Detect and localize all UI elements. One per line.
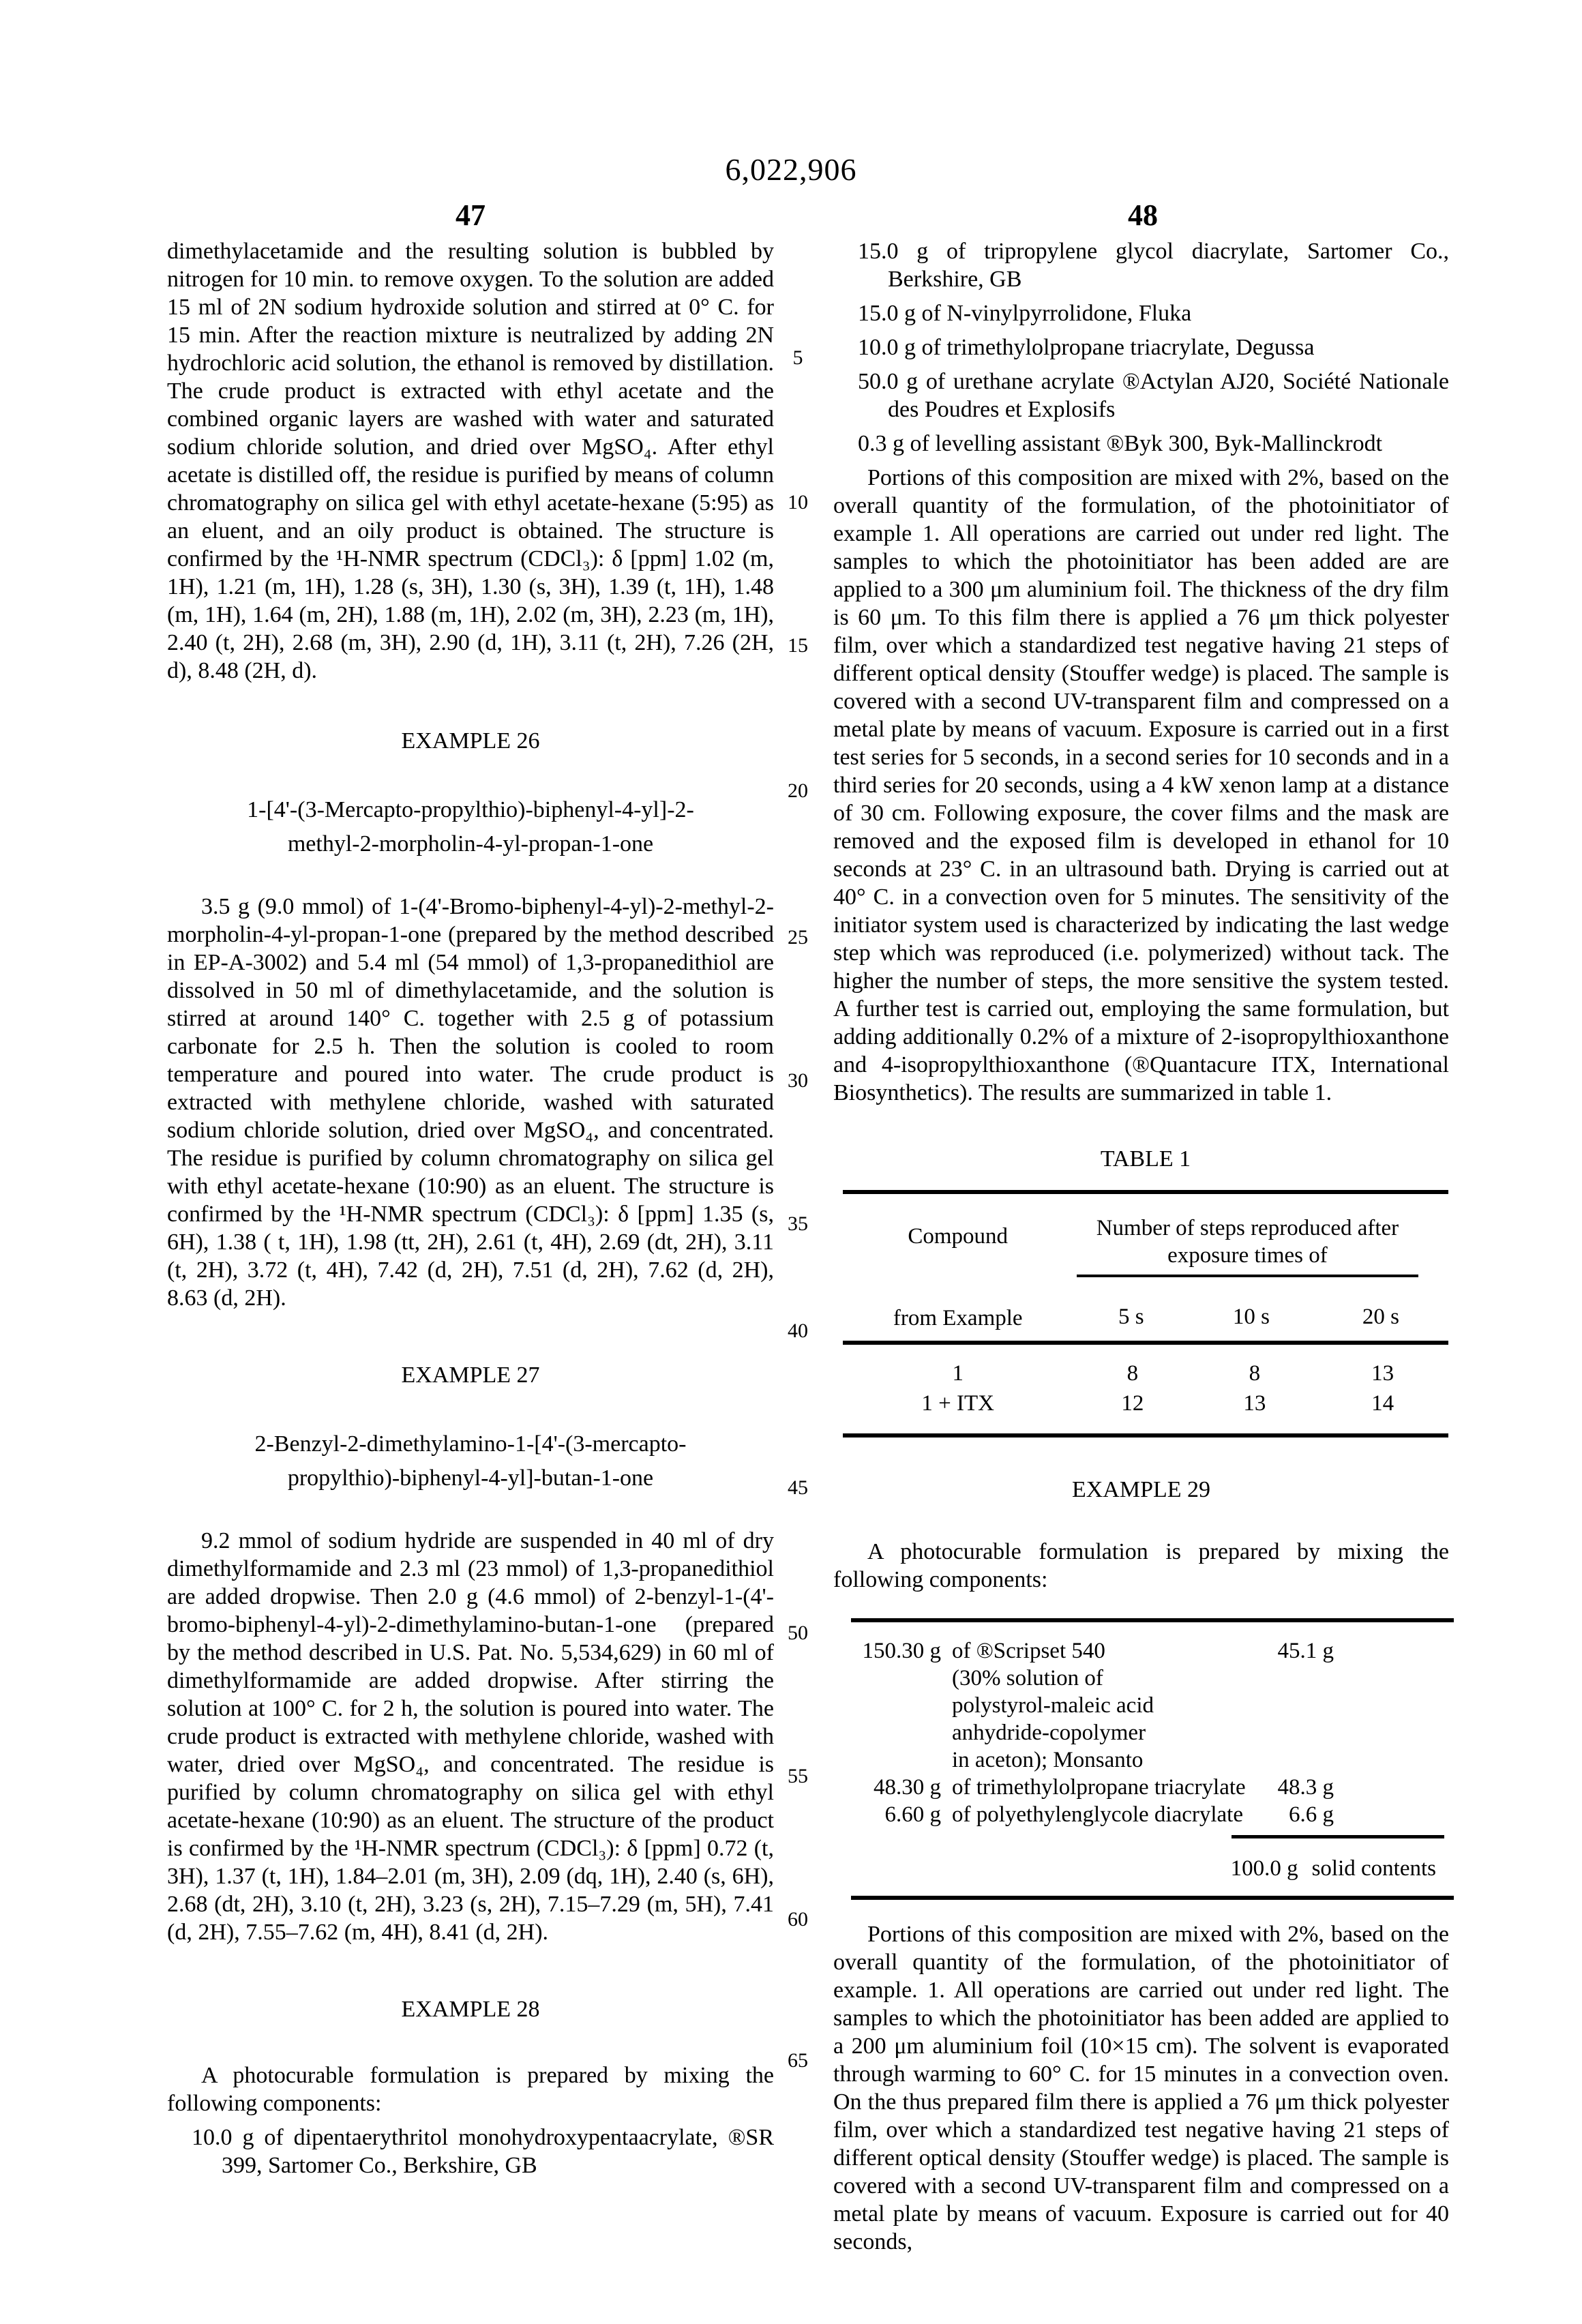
- formulation-description: of ®Scripset 540 (30% solution of polystyrol-maleic acid anhydride-copolymer in aceton); Monsanto: [952, 1639, 1154, 1772]
- table-1-title: TABLE 1: [1100, 1146, 1191, 1172]
- table-rule: [843, 1433, 1448, 1437]
- example-27-title-line1: 2-Benzyl-2-dimethylamino-1-[4'-(3-mercapto-: [254, 1431, 687, 1457]
- table-1-cell: 13: [1371, 1361, 1394, 1386]
- column-47: [167, 237, 774, 2179]
- table-1-cell: 14: [1371, 1391, 1394, 1416]
- component-amount: 15.0 g: [858, 239, 929, 264]
- line-number: 20: [788, 779, 808, 802]
- component-amount: 0.3 g: [858, 431, 904, 456]
- formulation-solid-amount: 45.1 g: [1277, 1639, 1334, 1663]
- example-26-title-line1: 1-[4'-(3-Mercapto-propylthio)-biphenyl-4-yl]-2-: [247, 797, 694, 822]
- example-26-heading: EXAMPLE 26: [401, 728, 540, 754]
- formulation-description: of polyethylenglycole diacrylate: [952, 1802, 1244, 1827]
- component-amount: 10.0 g: [858, 335, 916, 360]
- component-text: of urethane acrylate ®Actylan AJ20, Société Nationale des Poudres et Explosifs: [888, 369, 1450, 422]
- example-27-title: [167, 1427, 774, 1495]
- table-1-group-header: Number of steps reproduced after exposure times of: [1077, 1215, 1418, 1277]
- table-1-cell: 12: [1121, 1391, 1144, 1416]
- line-number: 55: [788, 1765, 808, 1787]
- example-27-body: 9.2 mmol of sodium hydride are suspended in 40 ml of dry dimethylformamide and 2.3 ml (23 mmol) of 1,3-propanedithiol are added dropwise. Then 2.0 g (4.6 mmol) of 2-benzyl-1-(4'-bromo-biphenyl-4-yl)-2-dimethylamino-butan-1-one (prepared by the method described in U.S. Pat. No. 5,534,629) in 60 ml of dimethylformamide are added dropwise. After stirring the solution at 100° C. for 2 h, the solution is poured into water. The crude product is extracted with methylene chloride, washed with water, dried over MgSO₄, and concentrated. The residue is purified by column chromatography on silica gel with ethyl acetate-hexane (10:90) as an eluent. The structure of the product is confirmed by the ¹H-NMR spectrum (CDCl₃): δ [ppm] 0.72 (t, 3H), 1.37 (t, 1H), 1.84–2.01 (m, 3H), 2.09 (dq, 1H), 2.40 (s, 6H), 2.68 (dt, 2H), 3.10 (t, 2H), 3.23 (s, 2H), 7.15–7.29 (m, 5H), 7.41 (d, 2H), 7.55–7.62 (m, 4H), 8.41 (d, 2H).: [167, 1528, 774, 1945]
- line-number: 15: [788, 634, 808, 657]
- table-1: [843, 1146, 1448, 1437]
- component-text: of N-vinylpyrrolidone, Fluka: [921, 301, 1192, 326]
- example-28-results-paragraph: Portions of this composition are mixed with 2%, based on the overall quantity of the formulation, of the photoinitiator of example 1. All operations are carried out under red light. The samples to which the photoinitiator has been added are are applied to a 300 μm aluminium foil. The thickness of the dry film is 60 μm. To this film there is applied a 76 μm thick polyester film, over which a standardized test negative having 21 steps of different optical density (Stouffer wedge) is placed. The sample is covered with a second UV-transparent film and compressed on a metal plate by means of vacuum. Exposure is carried out in a first test series for 5 seconds, in a second series for 10 seconds and in a third series for 20 seconds, using a 4 kW xenon lamp at a distance of 30 cm. Following exposure, the cover films and the mask are removed and the exposed film is developed in ethanol for 10 seconds at 23° C. in an ultrasound bath. Drying is carried out at 40° C. in a convection oven for 5 minutes. The sensitivity of the initiator system used is characterized by indicating the last wedge step which was reproduced (i.e. polymerized) without tack. The higher the number of steps, the more sensitive the system tested. A further test is carried out, employing the same formulation, but adding additionally 0.2% of a mixture of 2-isopropylthioxanthone and 4-isopropylthioxanthone (®Quantacure ITX, International Biosynthetics). The results are summarized in table 1.: [833, 465, 1449, 1105]
- table-row: [843, 1360, 1448, 1387]
- example-29-procedure-paragraph: Portions of this composition are mixed with 2%, based on the overall quantity of the formulation, of the photoinitiator of example. 1. All operations are carried out under red light. The samples to which the photoinitiator has been added are applied to a 200 μm aluminium foil (10×15 cm). The solvent is evaporated through warming to 60° C. for 15 minutes in a convection oven. On the thus prepared film there is applied a 76 μm thick polyester film, over which a standardized test negative having 21 steps of different optical density (Stouffer wedge) is placed. The sample is covered with a second UV-transparent film and compressed on a metal plate by means of vacuum. Exposure is carried out for 40 seconds,: [833, 1922, 1449, 2254]
- line-number: 25: [788, 926, 808, 949]
- line-number: 65: [788, 2049, 808, 2072]
- table-1-colheader-20s: 20 s: [1362, 1305, 1399, 1329]
- component-item: [833, 333, 1449, 361]
- formulation-amount: 6.60 g: [884, 1802, 941, 1827]
- line-number: 5: [792, 346, 803, 369]
- component-text: of trimethylolpropane triacrylate, Degussa: [921, 335, 1315, 360]
- component-text: of tripropylene glycol diacrylate, Sartomer Co., Berkshire, GB: [888, 239, 1450, 292]
- component-item: [167, 2124, 774, 2179]
- table-rule: [843, 1341, 1448, 1345]
- table-1-row-label: 1 + ITX: [921, 1391, 995, 1416]
- component-amount: 10.0 g: [192, 2125, 254, 2150]
- formulation-total: 100.0 g solid contents: [1230, 1856, 1436, 1881]
- example-28-heading: EXAMPLE 28: [401, 1997, 540, 2022]
- component-text: of dipentaerythritol monohydroxypentaacrylate, ®SR 399, Sartomer Co., Berkshire, GB: [222, 2125, 774, 2178]
- line-number: 30: [788, 1069, 808, 1092]
- component-item: [833, 368, 1449, 423]
- table-1-header: [843, 1194, 1448, 1341]
- example-27-heading: EXAMPLE 27: [401, 1362, 540, 1388]
- component-item: [833, 237, 1449, 293]
- table-1-column-headers: [1073, 1305, 1448, 1341]
- line-number: 50: [788, 1622, 808, 1644]
- line-number: 10: [788, 491, 808, 513]
- table-1-row-label: 1: [952, 1361, 964, 1386]
- example-26-title: [167, 793, 774, 861]
- component-amount: 15.0 g: [858, 301, 916, 326]
- column-48: [833, 237, 1449, 2256]
- column-number-right: 48: [1128, 198, 1158, 232]
- component-amount: 50.0 g: [858, 369, 919, 394]
- table-1-cell: 13: [1243, 1391, 1266, 1416]
- example-28-intro: A photocurable formulation is prepared by mixing the following components:: [167, 2063, 774, 2116]
- table-row: [843, 1390, 1448, 1417]
- table-1-rowheader-from-example: from Example: [893, 1306, 1023, 1330]
- line-number: 60: [788, 1908, 808, 1931]
- formulation-description: of trimethylolpropane triacrylate: [952, 1775, 1246, 1800]
- example-26-title-line2: methyl-2-morpholin-4-yl-propan-1-one: [287, 831, 654, 856]
- formulation-amount: 48.30 g: [874, 1775, 941, 1800]
- component-item: [833, 299, 1449, 327]
- table-1-colheader-5s: 5 s: [1118, 1305, 1144, 1329]
- formulation-amount: 150.30 g: [862, 1639, 941, 1663]
- line-number: 40: [788, 1320, 808, 1342]
- table-1-rowheader-compound: Compound: [908, 1224, 1009, 1249]
- column-number-left: 47: [456, 198, 486, 232]
- component-item: [833, 430, 1449, 458]
- example-29-heading: EXAMPLE 29: [1071, 1477, 1211, 1502]
- patent-number: 6,022,906: [725, 152, 857, 187]
- sum-rule: [1232, 1835, 1444, 1838]
- formulation-solid-amount: 48.3 g: [1277, 1775, 1334, 1800]
- table-row: [851, 1774, 1454, 1801]
- line-number: 45: [788, 1476, 808, 1499]
- table-row: [851, 1637, 1454, 1774]
- paragraph-continued: dimethylacetamide and the resulting solution is bubbled by nitrogen for 10 min. to remove oxygen. To the solution are added 15 ml of 2N sodium hydroxide solution and stirred at 0° C. for 15 min. After the reaction mixture is neutralized by adding 2N hydrochloric acid solution, the ethanol is removed by distillation. The crude product is extracted with ethyl acetate and the combined organic layers are washed with water and saturated sodium chloride solution, and dried over MgSO₄. After ethyl acetate is distilled off, the residue is purified by means of column chromatography on silica gel with ethyl acetate-hexane (5:95) as an eluent, and an oily product is obtained. The structure is confirmed by the ¹H-NMR spectrum (CDCl₃): δ [ppm] 1.02 (m, 1H), 1.21 (m, 1H), 1.28 (s, 3H), 1.30 (s, 3H), 1.39 (t, 1H), 1.48 (m, 1H), 1.64 (m, 2H), 1.88 (m, 1H), 2.02 (m, 3H), 2.23 (m, 1H), 2.40 (t, 2H), 2.68 (m, 3H), 2.90 (d, 1H), 3.11 (t, 2H), 7.26 (2H, d), 8.48 (2H, d).: [167, 239, 774, 683]
- line-number: 35: [788, 1212, 808, 1235]
- component-text: of levelling assistant ®Byk 300, Byk-Mallinckrodt: [910, 431, 1383, 456]
- table-row: [851, 1801, 1454, 1828]
- example-26-body: 3.5 g (9.0 mmol) of 1-(4'-Bromo-biphenyl-4-yl)-2-methyl-2-morpholin-4-yl-propan-1-one (prepared by the method described in EP-A-3002) and 5.4 ml (54 mmol) of 1,3-propanedithiol are dissolved in 50 ml of dimethylacetamide, and the solution is stirred at around 140° C. together with 2.5 g of potassium carbonate for 2.5 h. Then the solution is cooled to room temperature and poured into water. The crude product is extracted with methylene chloride, washed with saturated sodium chloride solution, dried over MgSO₄, and concentrated. The residue is purified by column chromatography on silica gel with ethyl acetate-hexane (10:90) as an eluent. The structure is confirmed by the ¹H-NMR spectrum (CDCl₃): δ [ppm] 1.35 (s, 6H), 1.38 ( t, 1H), 1.98 (tt, 2H), 2.61 (t, 4H), 2.69 (dt, 2H), 3.11 (t, 2H), 3.72 (t, 4H), 7.42 (d, 2H), 7.51 (d, 2H), 7.62 (d, 2H), 8.63 (d, 2H).: [167, 894, 774, 1311]
- example-29-intro: A photocurable formulation is prepared by mixing the following components:: [833, 1539, 1449, 1592]
- table-1-cell: 8: [1126, 1361, 1139, 1386]
- example-27-title-line2: propylthio)-biphenyl-4-yl]-butan-1-one: [287, 1465, 654, 1491]
- table-1-cell: 8: [1249, 1361, 1261, 1386]
- table-1-colheader-10s: 10 s: [1232, 1305, 1270, 1329]
- formulation-solid-amount: 6.6 g: [1289, 1802, 1334, 1827]
- table-rule: [851, 1896, 1454, 1900]
- formulation-table: [851, 1618, 1454, 1900]
